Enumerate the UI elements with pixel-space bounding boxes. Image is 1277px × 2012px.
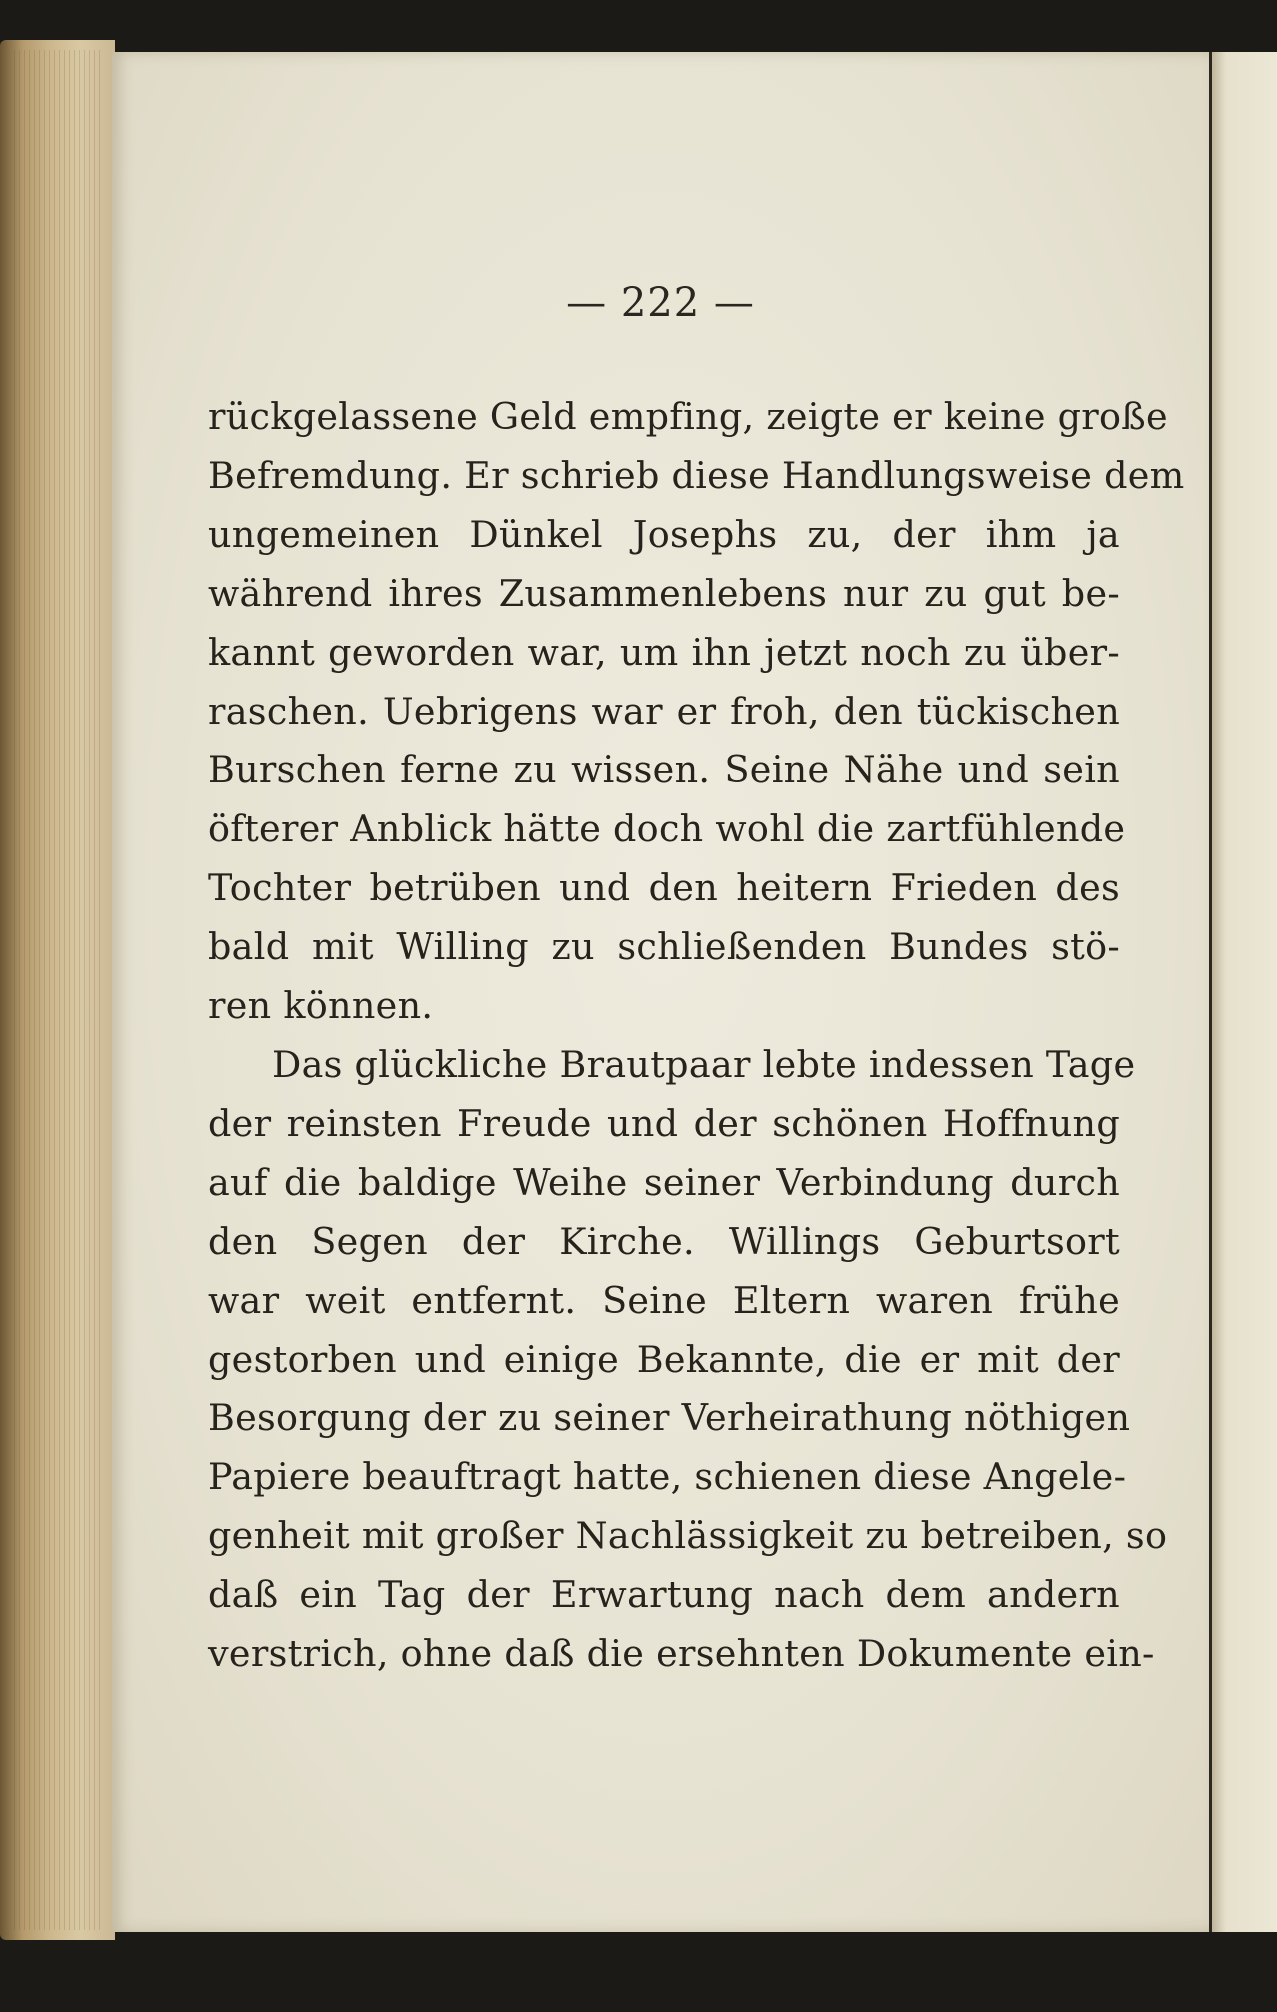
text-line: kannt geworden war, um ihn jetzt noch zu über- xyxy=(208,630,1120,674)
text-line: daß ein Tag der Erwartung nach dem andern xyxy=(208,1573,1120,1617)
text-line: den Segen der Kirche. Willings Geburtsort xyxy=(208,1219,1120,1263)
text-line: auf die baldige Weihe seiner Verbindung durch xyxy=(208,1160,1120,1204)
text-line: ungemeinen Dünkel Josephs zu, der ihm ja xyxy=(208,512,1120,556)
text-line: ren können. xyxy=(208,984,434,1028)
body-text xyxy=(208,388,1185,1684)
text-line: rückgelassene Geld empfing, zeigte er keine große xyxy=(208,395,1168,438)
facing-page-edge xyxy=(1209,52,1277,1932)
text-line: Das glückliche Brautpaar lebte indessen Tage xyxy=(272,1042,1136,1086)
text-line: Tochter betrüben und den heitern Frieden des xyxy=(208,866,1120,910)
paragraph-2 xyxy=(208,1036,1168,1684)
text-line: gestorben und einige Bekannte, die er mit der xyxy=(208,1337,1120,1381)
page-number: — 222 — xyxy=(566,280,755,326)
text-line: genheit mit großer Nachlässigkeit zu betreiben, so xyxy=(208,1514,1168,1558)
text-line: Burschen ferne zu wissen. Seine Nähe und sein xyxy=(208,748,1120,792)
text-line: Besorgung der zu seiner Verheirathung nöthigen xyxy=(208,1396,1131,1440)
paragraph-1 xyxy=(208,388,1185,1036)
text-line: der reinsten Freude und der schönen Hoffnung xyxy=(208,1101,1120,1145)
text-line: raschen. Uebrigens war er froh, den tückischen xyxy=(208,689,1120,733)
text-line: während ihres Zusammenlebens nur zu gut be- xyxy=(208,571,1120,615)
text-line: Befremdung. Er schrieb diese Handlungsweise dem xyxy=(208,453,1185,497)
page-stack-edge xyxy=(0,40,115,1940)
text-line: Papiere beauftragt hatte, schienen diese Angele- xyxy=(208,1455,1127,1499)
text-line: bald mit Willing zu schließenden Bundes stö- xyxy=(208,925,1120,969)
text-line: öfterer Anblick hätte doch wohl die zartfühlende xyxy=(208,807,1126,851)
text-line: verstrich, ohne daß die ersehnten Dokumente ein- xyxy=(208,1632,1155,1676)
text-line: war weit entfernt. Seine Eltern waren frühe xyxy=(208,1278,1120,1322)
